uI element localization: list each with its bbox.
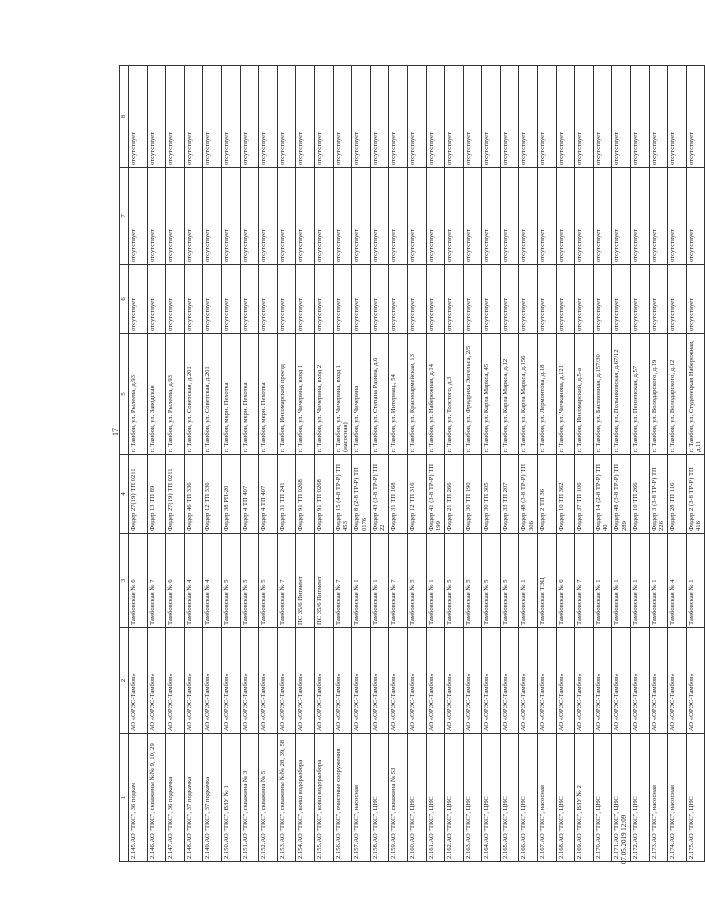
table-cell: Тамбовская № 1: [593, 534, 612, 628]
table-cell: отсутствует: [259, 168, 278, 265]
table-cell: г. Тамбов, ул. Чичерина, вход 1 (насосная): [333, 334, 352, 455]
table-cell: Фидер 38 РП-20: [221, 455, 240, 534]
table-cell: отсутствует: [463, 66, 482, 168]
table-cell: отсутствует: [333, 66, 352, 168]
table-cell: г. Тамбов, ул. Чичерина, вход 2: [314, 334, 333, 455]
table-cell: Фидер 27(19) ТП 0211: [129, 455, 148, 534]
table-cell: отсутствует: [612, 66, 631, 168]
table-cell: отсутствует: [612, 265, 631, 334]
table-cell: 2.172.АО "ТКС", ЦНС: [631, 734, 650, 862]
column-header: 3: [120, 534, 129, 628]
table-cell: АО «ОРЭС-Тамбов»: [482, 628, 501, 734]
table-cell: отсутствует: [612, 168, 631, 265]
table-cell: отсутствует: [426, 265, 445, 334]
table-cell: АО «ОРЭС-Тамбов»: [277, 628, 296, 734]
table-cell: 2.175.АО "ТКС", ЦНС: [686, 734, 705, 862]
table-row: [575, 66, 594, 862]
table-cell: отсутствует: [166, 265, 185, 334]
table-cell: Тамбовская № 5: [500, 534, 519, 628]
table-cell: отсутствует: [277, 66, 296, 168]
table-row: [463, 66, 482, 862]
table-cell: АО «ОРЭС-Тамбов»: [631, 628, 650, 734]
table-cell: 2.153.АО "ТКС", скважины №№ 28, 39, 58: [277, 734, 296, 862]
table-cell: отсутствует: [389, 168, 408, 265]
table-cell: отсутствует: [519, 66, 538, 168]
table-cell: отсутствует: [259, 265, 278, 334]
table-cell: отсутствует: [370, 168, 389, 265]
table-cell: АО «ОРЭС-Тамбов»: [556, 628, 575, 734]
table-row: [240, 66, 259, 862]
header-row: [120, 66, 129, 862]
table-cell: Фидер 91 ТП 0268: [296, 455, 315, 534]
table-row: [147, 66, 166, 862]
footer-date: 07.05.2019 12:09: [620, 814, 628, 864]
table-cell: г. Тамбов, ул. Карла Маркса, 45: [482, 334, 501, 455]
table-cell: Фидер 2 (3-8 ТР-Р) ТП 416: [686, 455, 705, 534]
table-cell: отсутствует: [649, 265, 668, 334]
table-cell: Фидер 10 ТП 362: [556, 455, 575, 534]
table-row: [556, 66, 575, 862]
table-cell: Фидер 91 ТП 0268: [314, 455, 333, 534]
table-cell: отсутствует: [445, 168, 464, 265]
table-cell: 2.149.АО "ТКС", 37 подкачка: [203, 734, 222, 862]
table-cell: отсутствует: [277, 168, 296, 265]
table-cell: отсутствует: [370, 66, 389, 168]
table-cell: АО «ОРЭС-Тамбов»: [519, 628, 538, 734]
table-cell: отсутствует: [221, 265, 240, 334]
table-cell: Тамбовская № 7: [575, 534, 594, 628]
table-cell: Фидер 43 (3-8 ТР-Р) ТП 22: [370, 455, 389, 534]
table-cell: г. Тамбов, ул. Советская, д.201: [203, 334, 222, 455]
table-cell: Фидер 28 ТП 116: [668, 455, 687, 534]
table-cell: 2.158.АО "ТКС", ЦНС: [370, 734, 389, 862]
table-cell: Фидер 46 ТП 336: [184, 455, 203, 534]
table-body: [129, 66, 705, 862]
table-cell: отсутствует: [575, 265, 594, 334]
table-row: [389, 66, 408, 862]
table-cell: отсутствует: [500, 168, 519, 265]
table-cell: АО «ОРЭС-Тамбов»: [389, 628, 408, 734]
table-cell: Фидер 12 ТП 336: [203, 455, 222, 534]
table-cell: отсутствует: [296, 66, 315, 168]
table-cell: отсутствует: [500, 66, 519, 168]
table-cell: Тамбовская № 7: [333, 534, 352, 628]
table-cell: Фидер 30 ТП 305: [482, 455, 501, 534]
table-row: [166, 66, 185, 862]
table-cell: отсутствует: [147, 66, 166, 168]
table-cell: 2.173.АО "ТКС", насосная: [649, 734, 668, 862]
table-cell: Фидер 30 ТП 190: [463, 455, 482, 534]
column-header: 7: [120, 168, 129, 265]
table-cell: 2.161.АО "ТКС", ЦНС: [426, 734, 445, 862]
table-cell: отсутствует: [314, 168, 333, 265]
table-cell: г. Тамбов, мкрн. Пехотка: [221, 334, 240, 455]
table-cell: г. Тамбов, ул. Бастионная, д.157/30: [593, 334, 612, 455]
table-cell: отсутствует: [203, 265, 222, 334]
table-row: [184, 66, 203, 862]
table-cell: отсутствует: [482, 168, 501, 265]
table-cell: г. Тамбов, ул. Красноармейская, 13: [407, 334, 426, 455]
table-cell: отсутствует: [631, 66, 650, 168]
table-cell: 2.159.АО "ТКС", скважина № 53: [389, 734, 408, 862]
table-cell: АО «ОРЭС-Тамбов»: [575, 628, 594, 734]
table-cell: Фидер 15 (4-8 ТР-Р) ТП 453: [333, 455, 352, 534]
table-cell: г. Тамбов, ул. Толстого, д.3: [445, 334, 464, 455]
table-cell: г. Тамбов, ул. Володарского, д.19: [649, 334, 668, 455]
table-cell: АО «ОРЭС-Тамбов»: [668, 628, 687, 734]
table-cell: 2.162.АО "ТКС", ЦНС: [445, 734, 464, 862]
table-cell: Фидер 12 ТП 316: [407, 455, 426, 534]
table-cell: Тамбовская № 5: [482, 534, 501, 628]
table-cell: отсутствует: [407, 265, 426, 334]
table-cell: АО «ОРЭС-Тамбов»: [203, 628, 222, 734]
table-row: [370, 66, 389, 862]
table-cell: отсутствует: [519, 265, 538, 334]
table-cell: отсутствует: [184, 168, 203, 265]
table-cell: АО «ОРЭС-Тамбов»: [296, 628, 315, 734]
table-cell: 2.147.АО "ТКС", 36 подкачка: [166, 734, 185, 862]
table-cell: отсутствует: [203, 168, 222, 265]
table-cell: Тамбовская № 4: [668, 534, 687, 628]
table-cell: Фидер 3 (3-8 ТР-Р) ТП 226: [649, 455, 668, 534]
table-cell: Фидер 10 ТП 266: [631, 455, 650, 534]
table-cell: отсутствует: [129, 265, 148, 334]
table-cell: Фидер 4 ТП 407: [240, 455, 259, 534]
table-cell: отсутствует: [296, 168, 315, 265]
table-cell: Фидер 33 ТП 207: [500, 455, 519, 534]
table-cell: 2.163.АО "ТКС", ЦНС: [463, 734, 482, 862]
table-cell: отсутствует: [445, 265, 464, 334]
table-cell: г. Тамбов, ул. Лермонтова, д.18: [538, 334, 557, 455]
table-cell: отсутствует: [129, 66, 148, 168]
table-cell: отсутствует: [668, 66, 687, 168]
data-table: [119, 65, 705, 862]
table-row: [129, 66, 148, 862]
table-cell: 2.157.АО "ТКС", насосная: [352, 734, 371, 862]
table-row: [277, 66, 296, 862]
table-cell: отсутствует: [314, 66, 333, 168]
table-cell: отсутствует: [519, 168, 538, 265]
table-cell: отсутствует: [482, 66, 501, 168]
table-cell: отсутствует: [296, 265, 315, 334]
table-row: [519, 66, 538, 862]
table-cell: АО «ОРЭС-Тамбов»: [259, 628, 278, 734]
table-row: [538, 66, 557, 862]
table-cell: Тамбовская № 1: [426, 534, 445, 628]
table-cell: Фидер 8 (2-8 ТР-Р) ТП 0176: [352, 455, 371, 534]
table-cell: АО «ОРЭС-Тамбов»: [352, 628, 371, 734]
table-cell: отсутствует: [445, 66, 464, 168]
table-cell: отсутствует: [147, 168, 166, 265]
table-row: [203, 66, 222, 862]
table-cell: Фидер 21 ТП 266: [445, 455, 464, 534]
table-cell: Тамбовская № 1: [519, 534, 538, 628]
table-cell: Тамбовская № 5: [445, 534, 464, 628]
table-cell: г. Тамбов, ул. Чичерина: [352, 334, 371, 455]
table-cell: отсутствует: [649, 66, 668, 168]
table-cell: отсутствует: [668, 168, 687, 265]
table-cell: АО «ОРЭС-Тамбов»: [221, 628, 240, 734]
table-row: [482, 66, 501, 862]
table-cell: отсутствует: [668, 265, 687, 334]
table-cell: отсутствует: [686, 168, 705, 265]
table-cell: отсутствует: [240, 168, 259, 265]
table-cell: отсутствует: [426, 66, 445, 168]
column-header: 4: [120, 455, 129, 534]
table-cell: г. Тамбов, ул. Набережная, д.14: [426, 334, 445, 455]
table-row: [259, 66, 278, 862]
table-cell: отсутствует: [352, 168, 371, 265]
table-row: [445, 66, 464, 862]
table-cell: АО «ОРЭС-Тамбов»: [240, 628, 259, 734]
table-cell: отсутствует: [389, 66, 408, 168]
table-cell: отсутствует: [184, 66, 203, 168]
table-cell: отсутствует: [631, 265, 650, 334]
table-cell: отсутствует: [407, 66, 426, 168]
table-cell: ПС 35/6 Пигмент: [296, 534, 315, 628]
table-cell: отсутствует: [631, 168, 650, 265]
table-cell: Тамбовская № 1: [631, 534, 650, 628]
table-cell: АО «ОРЭС-Тамбов»: [500, 628, 519, 734]
table-cell: Фидер 4 ТП 407: [259, 455, 278, 534]
table-cell: Тамбовская ТЭЦ: [538, 534, 557, 628]
table-cell: отсутствует: [333, 265, 352, 334]
table-cell: АО «ОРЭС-Тамбов»: [314, 628, 333, 734]
table-cell: г. Тамбов, ул. Фридриха Энгельса, 2/5: [463, 334, 482, 455]
table-cell: Тамбовская № 5: [259, 534, 278, 628]
table-cell: Фидер 14 (2-8 ТР-Р) ТП 40: [593, 455, 612, 534]
table-cell: Фидер 13 ТП 89: [147, 455, 166, 534]
table-row: [407, 66, 426, 862]
table-cell: отсутствует: [463, 265, 482, 334]
table-cell: 2.156.АО "ТКС", очистные сооружения: [333, 734, 352, 862]
table-row: [631, 66, 650, 862]
table-cell: отсутствует: [184, 265, 203, 334]
column-header: 8: [120, 66, 129, 168]
table-cell: Тамбовская № 7: [389, 534, 408, 628]
table-cell: отсутствует: [147, 265, 166, 334]
table-cell: г. Тамбов, ул. Володарского, д.12: [668, 334, 687, 455]
table-row: [593, 66, 612, 862]
table-cell: отсутствует: [538, 265, 557, 334]
table-cell: отсутствует: [556, 168, 575, 265]
table-cell: г. Тамбов, Инсомарский проезд: [277, 334, 296, 455]
table-cell: Тамбовская № 1: [686, 534, 705, 628]
table-cell: 2.150.АО "ТКС", ВЗУ № 1: [221, 734, 240, 862]
table-cell: Тамбовская № 4: [203, 534, 222, 628]
table-cell: г. Тамбов, ул. Чичканова, д.121: [556, 334, 575, 455]
table-cell: г. Тамбов, ул. Рылеева, д.93: [129, 334, 148, 455]
table-cell: отсутствует: [575, 168, 594, 265]
table-cell: 2.154.АО "ТКС", ковш водоразбора: [296, 734, 315, 862]
table-row: [333, 66, 352, 862]
table-cell: отсутствует: [259, 66, 278, 168]
table-cell: отсутствует: [538, 168, 557, 265]
table-cell: АО «ОРЭС-Тамбов»: [407, 628, 426, 734]
table-cell: Фидер 37 ТП 106: [575, 455, 594, 534]
table-cell: отсутствует: [314, 265, 333, 334]
table-cell: отсутствует: [129, 168, 148, 265]
table-cell: отсутствует: [482, 265, 501, 334]
table-cell: АО «ОРЭС-Тамбов»: [538, 628, 557, 734]
table-cell: Тамбовская № 5: [221, 534, 240, 628]
table-cell: отсутствует: [166, 66, 185, 168]
table-cell: отсутствует: [352, 265, 371, 334]
table-cell: отсутствует: [352, 66, 371, 168]
table-cell: АО «ОРЭС-Тамбов»: [445, 628, 464, 734]
table-cell: 2.171.АО "ТКС", ЦНС: [612, 734, 631, 862]
table-cell: отсутствует: [370, 265, 389, 334]
table-cell: г. Тамбов, Инсомарский, д.5-а: [575, 334, 594, 455]
table-cell: Тамбовская № 1: [370, 534, 389, 628]
table-cell: 2.160.АО "ТКС", ЦНС: [407, 734, 426, 862]
table-cell: АО «ОРЭС-Тамбов»: [184, 628, 203, 734]
table-cell: 2.169.АО "ТКС", ВЗУ № 2: [575, 734, 594, 862]
table-cell: 2.151.АО "ТКС", скважина № 3: [240, 734, 259, 862]
table-cell: г. Тамбов, ул. Советская, д.201: [184, 334, 203, 455]
table-cell: отсутствует: [240, 66, 259, 168]
table-cell: отсутствует: [221, 168, 240, 265]
table-row: [649, 66, 668, 862]
table-cell: г. Тамбов, ул. Полынковская, д.67/12: [612, 334, 631, 455]
table-cell: отсутствует: [221, 66, 240, 168]
table-cell: 2.167.АО "ТКС", насосная: [538, 734, 557, 862]
table-cell: Фидер 2 ТП 36: [538, 455, 557, 534]
table-cell: отсутствует: [556, 265, 575, 334]
table-cell: 2.164.АО "ТКС", ЦНС: [482, 734, 501, 862]
table-cell: отсутствует: [593, 168, 612, 265]
column-header: 5: [120, 334, 129, 455]
table-cell: г. Тамбов, ул. Заводская: [147, 334, 166, 455]
table-cell: отсутствует: [333, 168, 352, 265]
table-cell: 2.146.АО "ТКС", скважины №№ 9, 10, 29: [147, 734, 166, 862]
table-cell: отсутствует: [686, 66, 705, 168]
table-cell: Фидер 27(19) ТП 0211: [166, 455, 185, 534]
table-row: [686, 66, 705, 862]
table-cell: АО «ОРЭС-Тамбов»: [612, 628, 631, 734]
table-row: [668, 66, 687, 862]
table-cell: отсутствует: [166, 168, 185, 265]
table-cell: АО «ОРЭС-Тамбов»: [593, 628, 612, 734]
table-cell: АО «ОРЭС-Тамбов»: [426, 628, 445, 734]
table-cell: Фидер 48 (3-8 ТР-Р) ТП 289: [612, 455, 631, 534]
table-cell: г. Тамбов, ул. Степана Разина, д.6: [370, 334, 389, 455]
table-cell: г. Тамбов, ул. Чичерина, вход 1: [296, 334, 315, 455]
column-header: 1: [120, 734, 129, 862]
table-cell: 2.170.АО "ТКС", ЦНС: [593, 734, 612, 862]
table-cell: отсутствует: [407, 168, 426, 265]
table-cell: отсутствует: [277, 265, 296, 334]
table-row: [296, 66, 315, 862]
table-cell: г. Тамбов, ул. Карла Маркса, д.156: [519, 334, 538, 455]
table-cell: Тамбовская № 6: [166, 534, 185, 628]
column-header: 6: [120, 265, 129, 334]
table-cell: отсутствует: [593, 265, 612, 334]
table-cell: Тамбовская № 1: [352, 534, 371, 628]
table-row: [221, 66, 240, 862]
table-cell: Тамбовская № 6: [556, 534, 575, 628]
table-cell: 2.168.АО "ТКС", ЦНС: [556, 734, 575, 862]
table-cell: отсутствует: [500, 265, 519, 334]
table-cell: г. Тамбов, мкрн. Пехотка: [259, 334, 278, 455]
table-cell: АО «ОРЭС-Тамбов»: [463, 628, 482, 734]
table-cell: г. Тамбов, ул. Карла Маркса, д.12: [500, 334, 519, 455]
table-cell: Тамбовская № 7: [277, 534, 296, 628]
table-cell: Тамбовская № 4: [184, 534, 203, 628]
table-cell: г. Тамбов, ул. Пензенская, д.57: [631, 334, 650, 455]
table-cell: АО «ОРЭС-Тамбов»: [147, 628, 166, 734]
table-cell: АО «ОРЭС-Тамбов»: [649, 628, 668, 734]
table-cell: отсутствует: [538, 66, 557, 168]
column-header: 2: [120, 628, 129, 734]
table-cell: г. Тамбов, ул. Рылеева, д.93: [166, 334, 185, 455]
table-cell: 2.174.АО "ТКС", насосная: [668, 734, 687, 862]
table-cell: АО «ОРЭС-Тамбов»: [129, 628, 148, 734]
table-row: [500, 66, 519, 862]
table-cell: 2.165.АО "ТКС", ЦНС: [500, 734, 519, 862]
table-cell: Тамбовская № 5: [463, 534, 482, 628]
page-number: 17: [111, 428, 120, 436]
table-cell: отсутствует: [649, 168, 668, 265]
table-cell: отсутствует: [575, 66, 594, 168]
table-cell: Тамбовская № 7: [147, 534, 166, 628]
table-cell: г. Тамбов, ул. Студенецкая Набережная, д.11: [686, 334, 705, 455]
table-cell: Тамбовская № 1: [612, 534, 631, 628]
table-cell: отсутствует: [593, 66, 612, 168]
table-cell: 2.166.АО "ТКС", ЦНС: [519, 734, 538, 862]
table-cell: г. Тамбов, мкрн. Пехотка: [240, 334, 259, 455]
table-cell: АО «ОРЭС-Тамбов»: [370, 628, 389, 734]
table-cell: 2.148.АО "ТКС", 37 подкачка: [184, 734, 203, 862]
table-cell: отсутствует: [463, 168, 482, 265]
table-cell: отсутствует: [240, 265, 259, 334]
table-cell: Тамбовская № 5: [240, 534, 259, 628]
table-row: [352, 66, 371, 862]
table-cell: 2.155.АО "ТКС", ковш водоразбора: [314, 734, 333, 862]
table-row: [314, 66, 333, 862]
table-cell: 2.152.АО "ТКС", скважина № 5: [259, 734, 278, 862]
table-cell: ПС 35/6 Пигмент: [314, 534, 333, 628]
table-cell: г. Тамбов, ул. Интернац., 54: [389, 334, 408, 455]
table-cell: Фидер 41 (3-8 ТР-Р) ТП 199: [426, 455, 445, 534]
table-row: [612, 66, 631, 862]
table-cell: отсутствует: [556, 66, 575, 168]
table-row: [426, 66, 445, 862]
table-cell: отсутствует: [426, 168, 445, 265]
table-cell: АО «ОРЭС-Тамбов»: [686, 628, 705, 734]
table-cell: Тамбовская № 5: [407, 534, 426, 628]
table-cell: отсутствует: [389, 265, 408, 334]
table-cell: Фидер 48 (3-8 ТР-Р) ТП 306: [519, 455, 538, 534]
table-cell: отсутствует: [686, 265, 705, 334]
table-cell: АО «ОРЭС-Тамбов»: [333, 628, 352, 734]
table-cell: отсутствует: [203, 66, 222, 168]
table-cell: Тамбовская № 6: [129, 534, 148, 628]
table-cell: Тамбовская № 1: [649, 534, 668, 628]
table-cell: 2.145.АО "ТКС", 36 подкач: [129, 734, 148, 862]
table-cell: Фидер 31 ТП 241: [277, 455, 296, 534]
table-cell: АО «ОРЭС-Тамбов»: [166, 628, 185, 734]
table-cell: Фидер 31 ТП 168: [389, 455, 408, 534]
